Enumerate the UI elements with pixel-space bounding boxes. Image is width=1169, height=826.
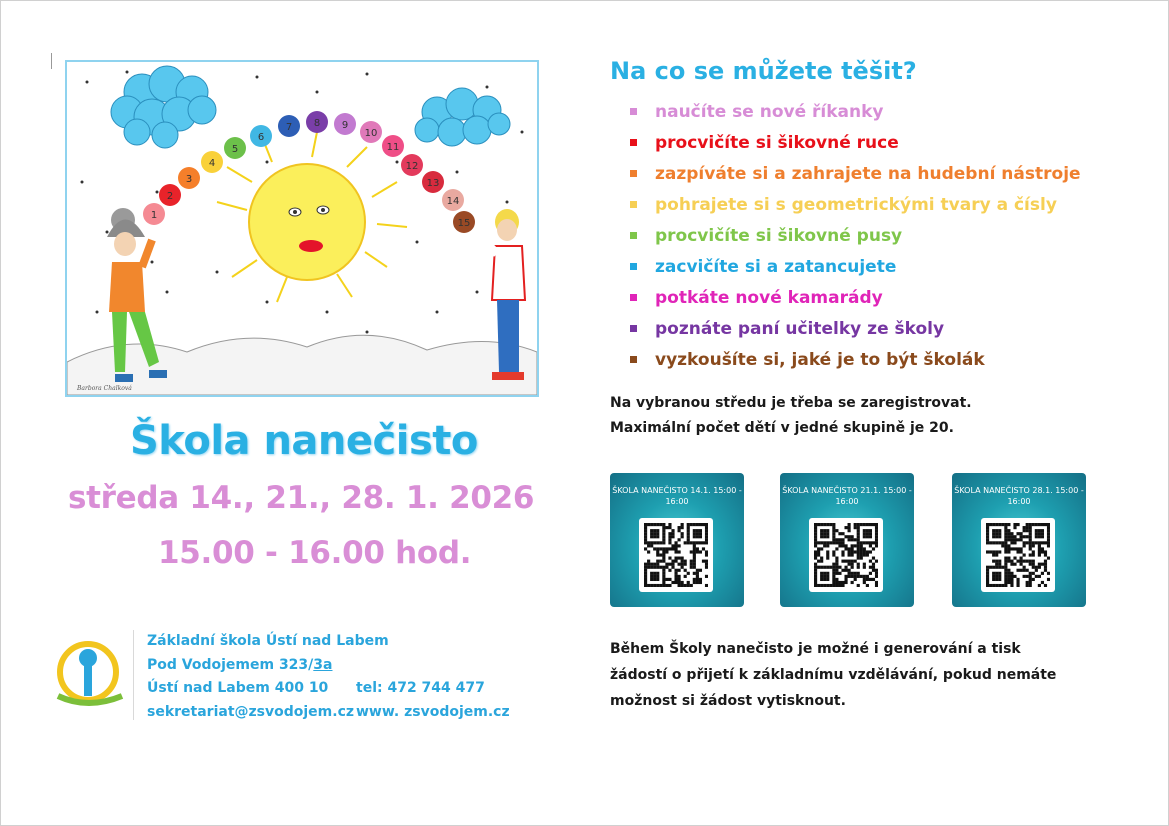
qr-card-label: ŠKOLA NANEČISTO 28.1. 15:00 - 16:00: [954, 486, 1084, 506]
school-street: [147, 657, 332, 673]
children-sun-illustration: [65, 60, 539, 397]
qr-code-3[interactable]: [981, 518, 1055, 592]
benefit-item: [630, 282, 1081, 313]
svg-text:5: 5: [231, 144, 239, 155]
benefit-text: zazpíváte si a zahrajete na hudební nástroje: [655, 163, 1081, 184]
event-title: Škola nanečisto: [130, 418, 478, 464]
school-website[interactable]: www. zsvodojem.cz: [356, 704, 510, 720]
square-bullet-icon: [630, 356, 637, 363]
qr-code-icon: [986, 523, 1050, 587]
svg-text:6: 6: [257, 132, 265, 143]
square-bullet-icon: [630, 325, 637, 332]
water-tower-logo-icon: [50, 640, 128, 708]
svg-text:7: 7: [285, 122, 293, 133]
print-note-line-2: žádostí o přijetí k základnímu vzdělávání, pokud nemáte: [610, 667, 1057, 683]
text-cursor: [51, 53, 52, 69]
print-note-line-3: možnost si žádost vytisknout.: [610, 693, 846, 709]
benefit-item: [630, 189, 1081, 220]
benefits-list: [630, 96, 1081, 375]
print-application-note: [610, 636, 1070, 714]
svg-text:11: 11: [386, 142, 400, 153]
benefit-item: [630, 313, 1081, 344]
svg-text:1: 1: [150, 210, 158, 221]
svg-text:15: 15: [457, 218, 471, 229]
svg-text:8: 8: [313, 118, 321, 129]
svg-text:12: 12: [405, 161, 419, 172]
right-cloud: [415, 88, 510, 146]
qr-code-1[interactable]: [639, 518, 713, 592]
school-phone: tel: 472 744 477: [356, 680, 485, 696]
qr-card-3[interactable]: [952, 473, 1086, 607]
benefit-item: [630, 344, 1081, 375]
svg-text:2: 2: [166, 191, 174, 202]
svg-text:3: 3: [185, 174, 193, 185]
street-number-link[interactable]: 3a: [313, 657, 333, 673]
benefit-text: vyzkoušíte si, jaké je to být školák: [655, 349, 985, 370]
contact-divider: [133, 630, 134, 720]
registration-note-1: Na vybranou středu je třeba se zaregistrovat.: [610, 395, 972, 411]
benefits-heading: Na co se můžete těšit?: [610, 57, 917, 85]
square-bullet-icon: [630, 232, 637, 239]
benefit-item: [630, 220, 1081, 251]
svg-text:10: 10: [364, 128, 378, 139]
qr-card-label: ŠKOLA NANEČISTO 14.1. 15:00 - 16:00: [612, 486, 742, 506]
qr-card-1[interactable]: [610, 473, 744, 607]
snow-hills: [67, 335, 537, 395]
square-bullet-icon: [630, 263, 637, 270]
benefit-item: [630, 127, 1081, 158]
school-city: Ústí nad Labem 400 10: [147, 680, 329, 696]
square-bullet-icon: [630, 170, 637, 177]
svg-text:13: 13: [426, 178, 440, 189]
left-cloud: [111, 66, 216, 148]
print-note-line-1: Během Školy nanečisto je možné i generování a tisk: [610, 641, 1021, 657]
registration-note-2: Maximální počet dětí v jedné skupině je 20.: [610, 420, 954, 436]
square-bullet-icon: [630, 139, 637, 146]
qr-card-label: ŠKOLA NANEČISTO 21.1. 15:00 - 16:00: [782, 486, 912, 506]
qr-code-icon: [644, 523, 708, 587]
illustration-drawing: [67, 62, 537, 395]
benefit-text: poznáte paní učitelky ze školy: [655, 318, 945, 339]
event-dates: středa 14., 21., 28. 1. 2026: [68, 480, 535, 516]
svg-text:4: 4: [208, 158, 216, 169]
illustration-signature: Barbora Chalková: [77, 385, 132, 392]
qr-code-2[interactable]: [809, 518, 883, 592]
qr-card-2[interactable]: [780, 473, 914, 607]
svg-text:9: 9: [341, 120, 349, 131]
school-name: Základní škola Ústí nad Labem: [147, 633, 389, 649]
square-bullet-icon: [630, 294, 637, 301]
benefit-item: [630, 251, 1081, 282]
school-email[interactable]: sekretariat@zsvodojem.cz: [147, 704, 355, 720]
benefit-text: naučíte se nové říkanky: [655, 101, 884, 122]
square-bullet-icon: [630, 201, 637, 208]
benefit-item: [630, 158, 1081, 189]
benefit-text: pohrajete si s geometrickými tvary a čísly: [655, 194, 1057, 215]
benefit-text: potkáte nové kamarády: [655, 287, 883, 308]
street-text: Pod Vodojemem 323/: [147, 657, 314, 673]
qr-code-icon: [814, 523, 878, 587]
svg-text:14: 14: [446, 196, 460, 207]
benefit-item: [630, 96, 1081, 127]
benefit-text: procvičíte si šikovné ruce: [655, 132, 899, 153]
benefit-text: zacvičíte si a zatancujete: [655, 256, 897, 277]
school-logo: [50, 640, 128, 708]
event-time: 15.00 - 16.00 hod.: [158, 535, 472, 571]
square-bullet-icon: [630, 108, 637, 115]
sun: [249, 164, 365, 280]
benefit-text: procvičíte si šikovné pusy: [655, 225, 903, 246]
